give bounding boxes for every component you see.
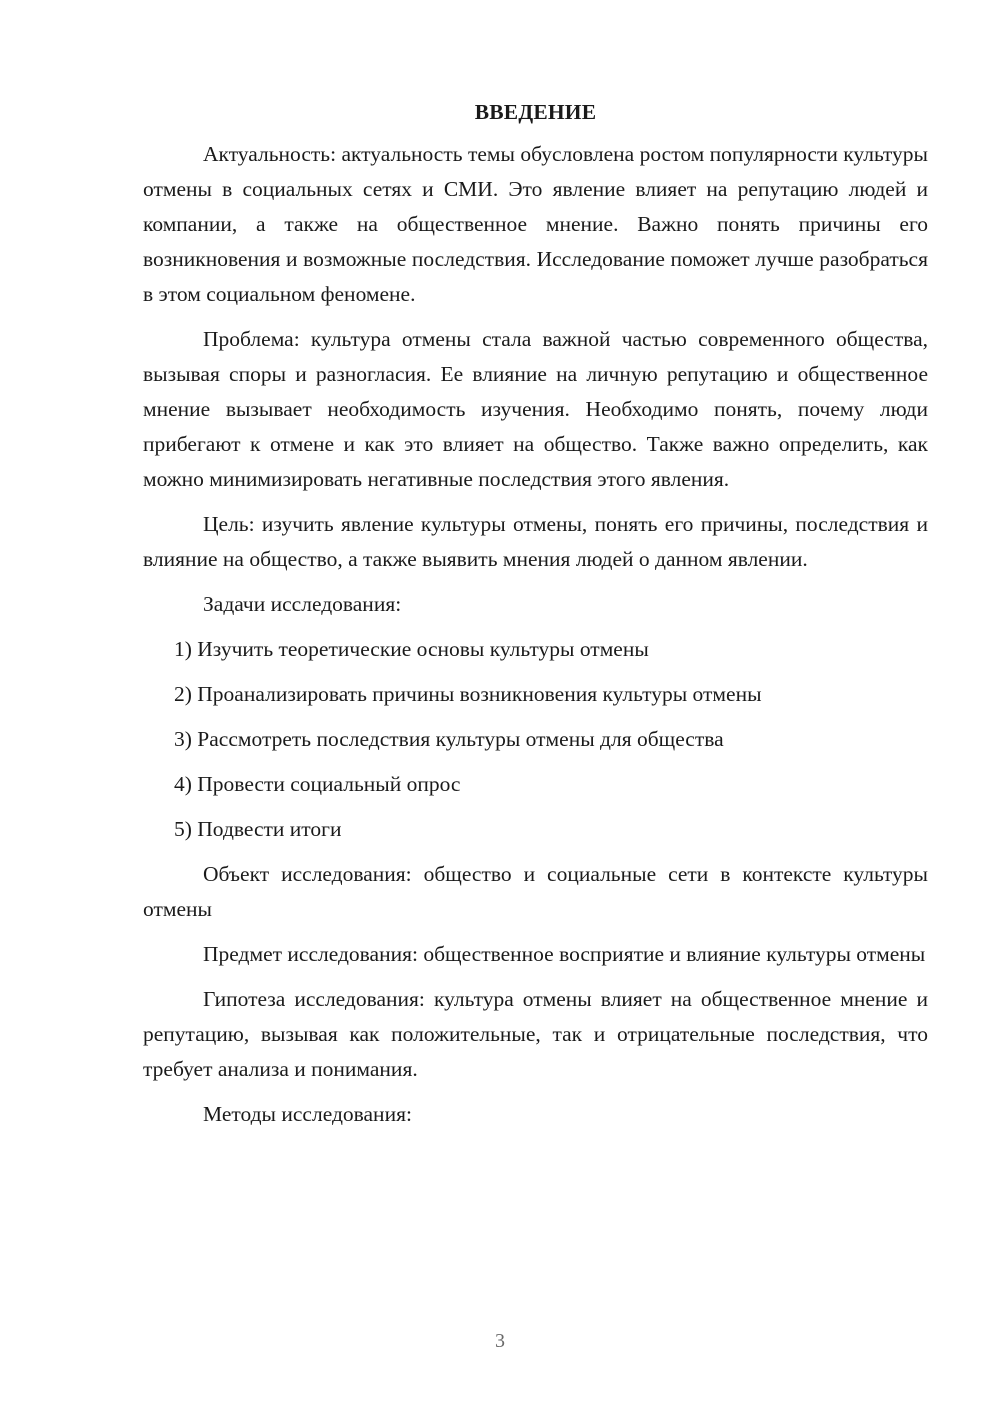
- page-title: ВВЕДЕНИЕ: [474, 100, 597, 124]
- task-item-1: 1) Изучить теоретические основы культуры отмены: [174, 637, 649, 661]
- task-item-5: 5) Подвести итоги: [174, 817, 342, 841]
- task-item-4: 4) Провести социальный опрос: [174, 772, 461, 796]
- tasks-heading: Задачи исследования:: [203, 592, 402, 616]
- methods-heading: Методы исследования:: [203, 1102, 412, 1126]
- tasks-list: [143, 632, 928, 847]
- paragraph-goal: Цель: изучить явление культуры отмены, понять его причины, последствия и влияние на общество, а также выявить мнения людей о данном явлении.: [143, 512, 928, 571]
- paragraph-relevance: Актуальность: актуальность темы обусловлена ростом популярности культуры отмены в социальных сетях и СМИ. Это явление влияет на репутацию людей и компании, а также на общественное мнение. Важно понять причины его возникновения и возможные последствия. Исследование поможет лучше разобраться в этом социальном феномене.: [143, 142, 928, 306]
- page-content: [143, 95, 928, 1142]
- task-item-3: 3) Рассмотреть последствия культуры отмены для общества: [174, 727, 724, 751]
- paragraph-object: Объект исследования: общество и социальные сети в контексте культуры отмены: [143, 862, 928, 921]
- paragraph-problem: Проблема: культура отмены стала важной частью современного общества, вызывая споры и разногласия. Ее влияние на личную репутацию и общественное мнение вызывает необходимость изучения. Необходимо понять, почему люди прибегают к отмене и как это влияет на общество. Также важно определить, как можно минимизировать негативные последствия этого явления.: [143, 327, 928, 491]
- paragraph-hypothesis: Гипотеза исследования: культура отмены влияет на общественное мнение и репутацию, вызывая как положительные, так и отрицательные последствия, что требует анализа и понимания.: [143, 987, 928, 1081]
- page-number: 3: [495, 1330, 505, 1352]
- paragraph-subject: Предмет исследования: общественное восприятие и влияние культуры отмены: [203, 942, 926, 966]
- task-item-2: 2) Проанализировать причины возникновения культуры отмены: [174, 682, 762, 706]
